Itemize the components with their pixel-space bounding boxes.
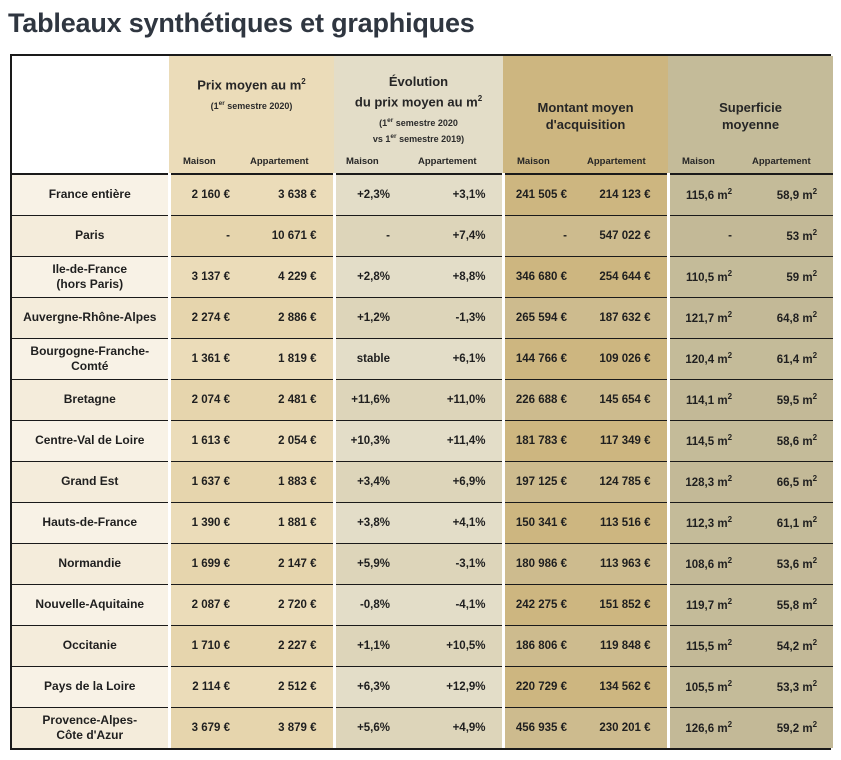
cell-superficie-maison: 119,7 $m^2$ [668, 584, 748, 625]
header-group-prix-moyen-title: Prix moyen au $m^2$ [197, 77, 306, 93]
cell-prix-maison: 1 710 € [169, 625, 246, 666]
cell-superficie-maison: 128,3 $m^2$ [668, 461, 748, 502]
table-row [12, 379, 833, 420]
table-head [12, 56, 833, 174]
cell-superficie-maison: 115,6 $m^2$ [668, 174, 748, 215]
cell-prix-appartement: 1 883 € [246, 461, 334, 502]
row-region-label: Auvergne-Rhône-Alpes [12, 297, 169, 338]
cell-superficie-appartement: 54,2 $m^2$ [748, 625, 833, 666]
cell-montant-maison: 181 783 € [503, 420, 583, 461]
cell-montant-maison: 226 688 € [503, 379, 583, 420]
cell-montant-maison: 265 594 € [503, 297, 583, 338]
table-row [12, 215, 833, 256]
cell-prix-maison: 1 361 € [169, 338, 246, 379]
cell-montant-appartement: 124 785 € [583, 461, 668, 502]
cell-prix-appartement: 1 881 € [246, 502, 334, 543]
cell-montant-appartement: 109 026 € [583, 338, 668, 379]
cell-evolution-maison: +5,6% [334, 707, 406, 748]
subheader-montant-appartement: Appartement [583, 145, 668, 174]
cell-montant-maison: 180 986 € [503, 543, 583, 584]
summary-table [12, 56, 833, 748]
cell-evolution-appartement: +4,1% [406, 502, 503, 543]
cell-superficie-maison: 110,5 $m^2$ [668, 256, 748, 297]
cell-montant-appartement: 254 644 € [583, 256, 668, 297]
header-group-superficie-title-line2: moyenne [721, 116, 780, 132]
table-row [12, 420, 833, 461]
cell-prix-maison: 2 160 € [169, 174, 246, 215]
cell-montant-appartement: 214 123 € [583, 174, 668, 215]
cell-montant-appartement: 119 848 € [583, 625, 668, 666]
table-row [12, 256, 833, 297]
table-row [12, 666, 833, 707]
header-subcolumn-row [12, 145, 833, 174]
cell-prix-maison: 2 274 € [169, 297, 246, 338]
cell-evolution-maison: +1,1% [334, 625, 406, 666]
cell-evolution-maison: stable [334, 338, 406, 379]
table-row [12, 502, 833, 543]
cell-evolution-appartement: +3,1% [406, 174, 503, 215]
cell-prix-appartement: 1 819 € [246, 338, 334, 379]
cell-evolution-maison: -0,8% [334, 584, 406, 625]
header-group-montant-moyen [503, 56, 668, 145]
row-region-label: Grand Est [12, 461, 169, 502]
cell-montant-appartement: 134 562 € [583, 666, 668, 707]
cell-superficie-maison: - [668, 215, 748, 256]
cell-prix-appartement: 2 227 € [246, 625, 334, 666]
cell-superficie-appartement: 66,5 $m^2$ [748, 461, 833, 502]
cell-montant-maison: 197 125 € [503, 461, 583, 502]
cell-prix-appartement: 2 886 € [246, 297, 334, 338]
subheader-superficie-appartement: Appartement [748, 145, 833, 174]
cell-evolution-maison: +10,3% [334, 420, 406, 461]
table-row [12, 707, 833, 748]
subheader-prix-appartement: Appartement [246, 145, 334, 174]
subheader-prix-maison: Maison [169, 145, 246, 174]
header-group-evolution-title: Évolution [388, 74, 449, 89]
cell-superficie-maison: 121,7 $m^2$ [668, 297, 748, 338]
cell-prix-maison: 2 087 € [169, 584, 246, 625]
cell-evolution-maison: +6,3% [334, 666, 406, 707]
table-row [12, 461, 833, 502]
row-region-label: Pays de la Loire [12, 666, 169, 707]
cell-prix-maison: 1 699 € [169, 543, 246, 584]
sup-squared: 2 [301, 77, 306, 86]
cell-montant-maison: 144 766 € [503, 338, 583, 379]
subheader-evolution-maison: Maison [334, 145, 406, 174]
cell-montant-appartement: 113 516 € [583, 502, 668, 543]
cell-montant-maison: 456 935 € [503, 707, 583, 748]
cell-superficie-appartement: 59 $m^2$ [748, 256, 833, 297]
header-group-prix-moyen [169, 56, 334, 145]
cell-prix-maison: 1 637 € [169, 461, 246, 502]
cell-evolution-appartement: +12,9% [406, 666, 503, 707]
cell-evolution-maison: +5,9% [334, 543, 406, 584]
row-region-label: Centre-Val de Loire [12, 420, 169, 461]
cell-evolution-appartement: +11,4% [406, 420, 503, 461]
cell-superficie-appartement: 58,6 $m^2$ [748, 420, 833, 461]
header-region-blank [12, 56, 169, 145]
cell-prix-appartement: 10 671 € [246, 215, 334, 256]
cell-evolution-appartement: +6,9% [406, 461, 503, 502]
cell-superficie-maison: 105,5 $m^2$ [668, 666, 748, 707]
cell-evolution-maison: +3,4% [334, 461, 406, 502]
cell-evolution-appartement: -4,1% [406, 584, 503, 625]
cell-superficie-appartement: 53,3 $m^2$ [748, 666, 833, 707]
cell-evolution-appartement: -1,3% [406, 297, 503, 338]
subheader-superficie-maison: Maison [668, 145, 748, 174]
table-row [12, 625, 833, 666]
cell-evolution-appartement: +4,9% [406, 707, 503, 748]
cell-superficie-maison: 120,4 $m^2$ [668, 338, 748, 379]
cell-evolution-appartement: +6,1% [406, 338, 503, 379]
table-body [12, 174, 833, 748]
cell-prix-maison: - [169, 215, 246, 256]
header-group-evolution-subtitle: (1er semestre 2020 vs 1er semestre 2019) [372, 117, 465, 145]
cell-superficie-appartement: 59,5 $m^2$ [748, 379, 833, 420]
cell-montant-appartement: 187 632 € [583, 297, 668, 338]
header-group-superficie [668, 56, 833, 145]
cell-evolution-maison: +1,2% [334, 297, 406, 338]
cell-evolution-maison: +3,8% [334, 502, 406, 543]
table-row [12, 174, 833, 215]
subheader-evolution-appartement: Appartement [406, 145, 503, 174]
cell-superficie-maison: 108,6 $m^2$ [668, 543, 748, 584]
page-title: Tableaux synthétiques et graphiques [8, 8, 475, 38]
row-region-label: Nouvelle-Aquitaine [12, 584, 169, 625]
subheader-region-blank [12, 145, 169, 174]
header-group-montant-moyen-title-line2: d'acquisition [545, 116, 626, 132]
row-region-label: Bourgogne-Franche- Comté [12, 338, 169, 379]
cell-prix-appartement: 2 481 € [246, 379, 334, 420]
row-region-label: Hauts-de-France [12, 502, 169, 543]
cell-evolution-maison: +11,6% [334, 379, 406, 420]
header-group-montant-moyen-title: Montant moyen [537, 99, 634, 115]
cell-prix-maison: 3 137 € [169, 256, 246, 297]
cell-montant-maison: 186 806 € [503, 625, 583, 666]
cell-superficie-appartement: 59,2 $m^2$ [748, 707, 833, 748]
sup-squared: 2 [477, 94, 483, 103]
cell-prix-appartement: 2 512 € [246, 666, 334, 707]
cell-superficie-maison: 126,6 $m^2$ [668, 707, 748, 748]
cell-superficie-maison: 112,3 $m^2$ [668, 502, 748, 543]
cell-superficie-appartement: 64,8 $m^2$ [748, 297, 833, 338]
cell-prix-appartement: 3 879 € [246, 707, 334, 748]
cell-montant-appartement: 117 349 € [583, 420, 668, 461]
cell-montant-appartement: 145 654 € [583, 379, 668, 420]
cell-montant-maison: - [503, 215, 583, 256]
header-group-evolution [334, 56, 503, 145]
cell-superficie-appartement: 55,8 $m^2$ [748, 584, 833, 625]
cell-prix-maison: 1 613 € [169, 420, 246, 461]
table-row [12, 543, 833, 584]
cell-montant-maison: 220 729 € [503, 666, 583, 707]
cell-montant-maison: 241 505 € [503, 174, 583, 215]
cell-prix-maison: 2 074 € [169, 379, 246, 420]
cell-prix-appartement: 2 054 € [246, 420, 334, 461]
cell-prix-appartement: 2 720 € [246, 584, 334, 625]
cell-montant-maison: 346 680 € [503, 256, 583, 297]
header-group-row [12, 56, 833, 145]
cell-evolution-appartement: -3,1% [406, 543, 503, 584]
cell-superficie-appartement: 61,4 $m^2$ [748, 338, 833, 379]
row-region-label: Bretagne [12, 379, 169, 420]
cell-montant-appartement: 547 022 € [583, 215, 668, 256]
cell-evolution-appartement: +8,8% [406, 256, 503, 297]
cell-superficie-maison: 115,5 $m^2$ [668, 625, 748, 666]
header-group-superficie-title: Superficie [719, 99, 782, 115]
cell-superficie-appartement: 53,6 $m^2$ [748, 543, 833, 584]
cell-montant-maison: 242 275 € [503, 584, 583, 625]
cell-prix-maison: 1 390 € [169, 502, 246, 543]
cell-montant-maison: 150 341 € [503, 502, 583, 543]
cell-superficie-maison: 114,5 $m^2$ [668, 420, 748, 461]
cell-evolution-appartement: +7,4% [406, 215, 503, 256]
cell-superficie-appartement: 61,1 $m^2$ [748, 502, 833, 543]
header-group-prix-moyen-subtitle: (1er semestre 2020) [210, 100, 293, 112]
cell-evolution-maison: +2,8% [334, 256, 406, 297]
row-region-label: Provence-Alpes- Côte d'Azur [12, 707, 169, 748]
cell-superficie-appartement: 53 $m^2$ [748, 215, 833, 256]
row-region-label: Normandie [12, 543, 169, 584]
cell-evolution-appartement: +10,5% [406, 625, 503, 666]
subheader-montant-maison: Maison [503, 145, 583, 174]
cell-prix-appartement: 3 638 € [246, 174, 334, 215]
table-row [12, 338, 833, 379]
row-region-label: Occitanie [12, 625, 169, 666]
cell-montant-appartement: 113 963 € [583, 543, 668, 584]
cell-prix-appartement: 4 229 € [246, 256, 334, 297]
cell-evolution-maison: - [334, 215, 406, 256]
cell-superficie-appartement: 58,9 $m^2$ [748, 174, 833, 215]
cell-prix-maison: 2 114 € [169, 666, 246, 707]
row-region-label: Paris [12, 215, 169, 256]
cell-montant-appartement: 230 201 € [583, 707, 668, 748]
cell-evolution-maison: +2,3% [334, 174, 406, 215]
table-row [12, 297, 833, 338]
header-group-evolution-title-line2: du prix moyen au $m^2$ [354, 94, 483, 110]
cell-montant-appartement: 151 852 € [583, 584, 668, 625]
row-region-label: France entière [12, 174, 169, 215]
table-row [12, 584, 833, 625]
cell-superficie-maison: 114,1 $m^2$ [668, 379, 748, 420]
summary-table-container [10, 54, 831, 750]
cell-prix-appartement: 2 147 € [246, 543, 334, 584]
row-region-label: Ile-de-France (hors Paris) [12, 256, 169, 297]
cell-evolution-appartement: +11,0% [406, 379, 503, 420]
cell-prix-maison: 3 679 € [169, 707, 246, 748]
